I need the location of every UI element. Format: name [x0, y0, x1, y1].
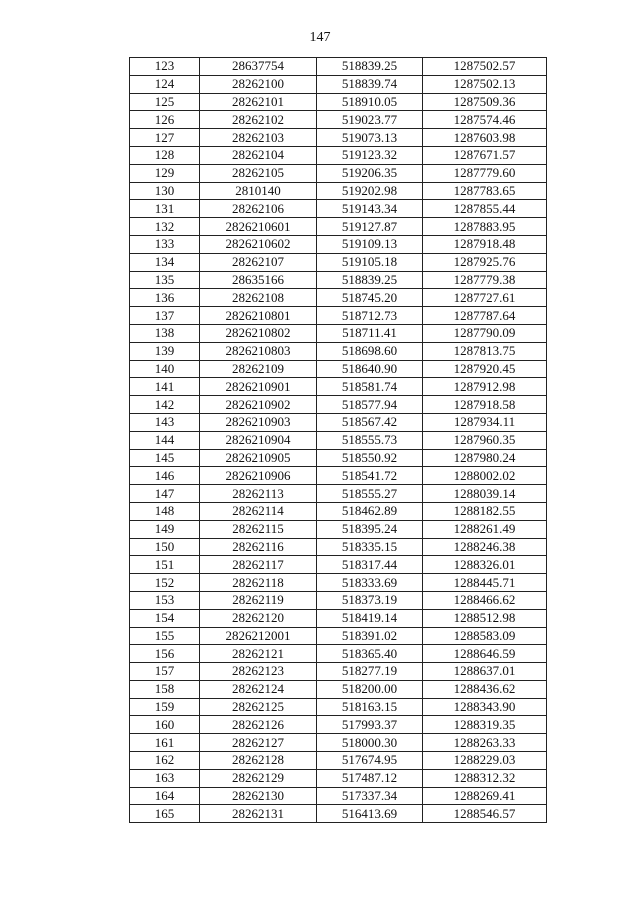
y-coordinate-cell: 1287671.57 [423, 146, 547, 164]
row-number-cell: 133 [130, 235, 200, 253]
row-number-cell: 161 [130, 734, 200, 752]
point-id-cell: 28262119 [200, 591, 317, 609]
x-coordinate-cell: 519073.13 [317, 129, 423, 147]
point-id-cell: 2826210903 [200, 413, 317, 431]
table-row [130, 413, 547, 431]
table-row [130, 769, 547, 787]
y-coordinate-cell: 1287813.75 [423, 342, 547, 360]
y-coordinate-cell: 1287502.57 [423, 58, 547, 76]
y-coordinate-cell: 1288002.02 [423, 467, 547, 485]
table-row [130, 182, 547, 200]
x-coordinate-cell: 519143.34 [317, 200, 423, 218]
point-id-cell: 28635166 [200, 271, 317, 289]
x-coordinate-cell: 518839.25 [317, 271, 423, 289]
y-coordinate-cell: 1287925.76 [423, 253, 547, 271]
y-coordinate-cell: 1288445.71 [423, 574, 547, 592]
y-coordinate-cell: 1287787.64 [423, 307, 547, 325]
point-id-cell: 28262104 [200, 146, 317, 164]
y-coordinate-cell: 1288312.32 [423, 769, 547, 787]
point-id-cell: 28262108 [200, 289, 317, 307]
table-row [130, 609, 547, 627]
table-row [130, 218, 547, 236]
table-row [130, 431, 547, 449]
point-id-cell: 28262125 [200, 698, 317, 716]
x-coordinate-cell: 519206.35 [317, 164, 423, 182]
y-coordinate-cell: 1288246.38 [423, 538, 547, 556]
y-coordinate-cell: 1287603.98 [423, 129, 547, 147]
x-coordinate-cell: 519123.32 [317, 146, 423, 164]
x-coordinate-cell: 518640.90 [317, 360, 423, 378]
x-coordinate-cell: 518839.74 [317, 75, 423, 93]
row-number-cell: 147 [130, 485, 200, 503]
row-number-cell: 163 [130, 769, 200, 787]
row-number-cell: 131 [130, 200, 200, 218]
row-number-cell: 158 [130, 680, 200, 698]
table-row [130, 752, 547, 770]
table-row [130, 520, 547, 538]
x-coordinate-cell: 518317.44 [317, 556, 423, 574]
x-coordinate-cell: 518373.19 [317, 591, 423, 609]
table-row [130, 58, 547, 76]
point-id-cell: 28262107 [200, 253, 317, 271]
y-coordinate-cell: 1287918.58 [423, 396, 547, 414]
point-id-cell: 2826210601 [200, 218, 317, 236]
point-id-cell: 2810140 [200, 182, 317, 200]
y-coordinate-cell: 1287855.44 [423, 200, 547, 218]
table-row [130, 467, 547, 485]
x-coordinate-cell: 518698.60 [317, 342, 423, 360]
x-coordinate-cell: 518419.14 [317, 609, 423, 627]
point-id-cell: 28262127 [200, 734, 317, 752]
table-row [130, 538, 547, 556]
y-coordinate-cell: 1287918.48 [423, 235, 547, 253]
y-coordinate-cell: 1287509.36 [423, 93, 547, 111]
coordinates-table [129, 57, 547, 823]
y-coordinate-cell: 1288229.03 [423, 752, 547, 770]
x-coordinate-cell: 517993.37 [317, 716, 423, 734]
x-coordinate-cell: 518395.24 [317, 520, 423, 538]
x-coordinate-cell: 518711.41 [317, 324, 423, 342]
table-row [130, 235, 547, 253]
table-row [130, 449, 547, 467]
table-row [130, 556, 547, 574]
y-coordinate-cell: 1288343.90 [423, 698, 547, 716]
y-coordinate-cell: 1287934.11 [423, 413, 547, 431]
table-row [130, 307, 547, 325]
x-coordinate-cell: 518333.69 [317, 574, 423, 592]
x-coordinate-cell: 518277.19 [317, 663, 423, 681]
table-row [130, 111, 547, 129]
y-coordinate-cell: 1288512.98 [423, 609, 547, 627]
point-id-cell: 28262130 [200, 787, 317, 805]
x-coordinate-cell: 518555.27 [317, 485, 423, 503]
table-row [130, 485, 547, 503]
point-id-cell: 28262109 [200, 360, 317, 378]
table-row [130, 253, 547, 271]
point-id-cell: 28262126 [200, 716, 317, 734]
point-id-cell: 28262113 [200, 485, 317, 503]
row-number-cell: 162 [130, 752, 200, 770]
table-row [130, 396, 547, 414]
y-coordinate-cell: 1288436.62 [423, 680, 547, 698]
table-row [130, 289, 547, 307]
row-number-cell: 156 [130, 645, 200, 663]
x-coordinate-cell: 517337.34 [317, 787, 423, 805]
y-coordinate-cell: 1288583.09 [423, 627, 547, 645]
row-number-cell: 150 [130, 538, 200, 556]
y-coordinate-cell: 1288261.49 [423, 520, 547, 538]
table-row [130, 75, 547, 93]
point-id-cell: 28262106 [200, 200, 317, 218]
y-coordinate-cell: 1287912.98 [423, 378, 547, 396]
x-coordinate-cell: 518567.42 [317, 413, 423, 431]
table-row [130, 502, 547, 520]
x-coordinate-cell: 518581.74 [317, 378, 423, 396]
point-id-cell: 28262120 [200, 609, 317, 627]
row-number-cell: 160 [130, 716, 200, 734]
point-id-cell: 2826210802 [200, 324, 317, 342]
row-number-cell: 154 [130, 609, 200, 627]
row-number-cell: 129 [130, 164, 200, 182]
y-coordinate-cell: 1288269.41 [423, 787, 547, 805]
row-number-cell: 153 [130, 591, 200, 609]
x-coordinate-cell: 518745.20 [317, 289, 423, 307]
row-number-cell: 157 [130, 663, 200, 681]
table-row [130, 164, 547, 182]
table-row [130, 129, 547, 147]
row-number-cell: 155 [130, 627, 200, 645]
y-coordinate-cell: 1287790.09 [423, 324, 547, 342]
row-number-cell: 140 [130, 360, 200, 378]
x-coordinate-cell: 519105.18 [317, 253, 423, 271]
point-id-cell: 2826210801 [200, 307, 317, 325]
row-number-cell: 143 [130, 413, 200, 431]
point-id-cell: 28262114 [200, 502, 317, 520]
row-number-cell: 159 [130, 698, 200, 716]
table-row [130, 591, 547, 609]
y-coordinate-cell: 1288546.57 [423, 805, 547, 823]
row-number-cell: 136 [130, 289, 200, 307]
x-coordinate-cell: 516413.69 [317, 805, 423, 823]
table-row [130, 716, 547, 734]
point-id-cell: 2826210905 [200, 449, 317, 467]
y-coordinate-cell: 1288319.35 [423, 716, 547, 734]
row-number-cell: 125 [130, 93, 200, 111]
x-coordinate-cell: 518541.72 [317, 467, 423, 485]
table-row [130, 680, 547, 698]
y-coordinate-cell: 1288637.01 [423, 663, 547, 681]
x-coordinate-cell: 518550.92 [317, 449, 423, 467]
point-id-cell: 2826210902 [200, 396, 317, 414]
table-row [130, 360, 547, 378]
x-coordinate-cell: 518365.40 [317, 645, 423, 663]
table-row [130, 574, 547, 592]
row-number-cell: 137 [130, 307, 200, 325]
y-coordinate-cell: 1287502.13 [423, 75, 547, 93]
x-coordinate-cell: 518391.02 [317, 627, 423, 645]
point-id-cell: 2826210803 [200, 342, 317, 360]
point-id-cell: 28262102 [200, 111, 317, 129]
x-coordinate-cell: 518910.05 [317, 93, 423, 111]
table-row [130, 271, 547, 289]
y-coordinate-cell: 1287783.65 [423, 182, 547, 200]
x-coordinate-cell: 519127.87 [317, 218, 423, 236]
point-id-cell: 28262117 [200, 556, 317, 574]
y-coordinate-cell: 1287920.45 [423, 360, 547, 378]
row-number-cell: 165 [130, 805, 200, 823]
row-number-cell: 138 [130, 324, 200, 342]
coordinates-table-body [130, 58, 547, 823]
row-number-cell: 134 [130, 253, 200, 271]
row-number-cell: 148 [130, 502, 200, 520]
y-coordinate-cell: 1287574.46 [423, 111, 547, 129]
table-row [130, 200, 547, 218]
point-id-cell: 2826212001 [200, 627, 317, 645]
table-row [130, 645, 547, 663]
point-id-cell: 28262103 [200, 129, 317, 147]
point-id-cell: 2826210602 [200, 235, 317, 253]
point-id-cell: 28262116 [200, 538, 317, 556]
row-number-cell: 164 [130, 787, 200, 805]
table-row [130, 734, 547, 752]
point-id-cell: 28262121 [200, 645, 317, 663]
point-id-cell: 28262128 [200, 752, 317, 770]
point-id-cell: 28262131 [200, 805, 317, 823]
table-row [130, 627, 547, 645]
row-number-cell: 127 [130, 129, 200, 147]
row-number-cell: 145 [130, 449, 200, 467]
point-id-cell: 28262105 [200, 164, 317, 182]
point-id-cell: 28262101 [200, 93, 317, 111]
x-coordinate-cell: 518163.15 [317, 698, 423, 716]
row-number-cell: 130 [130, 182, 200, 200]
x-coordinate-cell: 517487.12 [317, 769, 423, 787]
row-number-cell: 124 [130, 75, 200, 93]
point-id-cell: 28262123 [200, 663, 317, 681]
point-id-cell: 28637754 [200, 58, 317, 76]
x-coordinate-cell: 519023.77 [317, 111, 423, 129]
x-coordinate-cell: 518577.94 [317, 396, 423, 414]
table-row [130, 378, 547, 396]
point-id-cell: 2826210904 [200, 431, 317, 449]
point-id-cell: 28262100 [200, 75, 317, 93]
x-coordinate-cell: 518335.15 [317, 538, 423, 556]
row-number-cell: 132 [130, 218, 200, 236]
x-coordinate-cell: 518839.25 [317, 58, 423, 76]
row-number-cell: 139 [130, 342, 200, 360]
row-number-cell: 126 [130, 111, 200, 129]
row-number-cell: 128 [130, 146, 200, 164]
y-coordinate-cell: 1288466.62 [423, 591, 547, 609]
x-coordinate-cell: 518462.89 [317, 502, 423, 520]
point-id-cell: 28262118 [200, 574, 317, 592]
y-coordinate-cell: 1287960.35 [423, 431, 547, 449]
table-row [130, 698, 547, 716]
y-coordinate-cell: 1288326.01 [423, 556, 547, 574]
x-coordinate-cell: 518200.00 [317, 680, 423, 698]
row-number-cell: 149 [130, 520, 200, 538]
x-coordinate-cell: 518712.73 [317, 307, 423, 325]
row-number-cell: 141 [130, 378, 200, 396]
point-id-cell: 2826210906 [200, 467, 317, 485]
y-coordinate-cell: 1288182.55 [423, 502, 547, 520]
row-number-cell: 144 [130, 431, 200, 449]
row-number-cell: 151 [130, 556, 200, 574]
table-row [130, 146, 547, 164]
point-id-cell: 28262115 [200, 520, 317, 538]
row-number-cell: 142 [130, 396, 200, 414]
x-coordinate-cell: 518555.73 [317, 431, 423, 449]
x-coordinate-cell: 518000.30 [317, 734, 423, 752]
point-id-cell: 28262129 [200, 769, 317, 787]
table-row [130, 324, 547, 342]
point-id-cell: 2826210901 [200, 378, 317, 396]
row-number-cell: 146 [130, 467, 200, 485]
y-coordinate-cell: 1287779.38 [423, 271, 547, 289]
x-coordinate-cell: 519202.98 [317, 182, 423, 200]
x-coordinate-cell: 519109.13 [317, 235, 423, 253]
table-row [130, 663, 547, 681]
page-number: 147 [309, 30, 331, 45]
y-coordinate-cell: 1287727.61 [423, 289, 547, 307]
table-row [130, 342, 547, 360]
x-coordinate-cell: 517674.95 [317, 752, 423, 770]
y-coordinate-cell: 1288263.33 [423, 734, 547, 752]
table-row [130, 805, 547, 823]
point-id-cell: 28262124 [200, 680, 317, 698]
row-number-cell: 152 [130, 574, 200, 592]
y-coordinate-cell: 1287883.95 [423, 218, 547, 236]
y-coordinate-cell: 1287980.24 [423, 449, 547, 467]
y-coordinate-cell: 1288646.59 [423, 645, 547, 663]
table-row [130, 93, 547, 111]
y-coordinate-cell: 1287779.60 [423, 164, 547, 182]
row-number-cell: 135 [130, 271, 200, 289]
row-number-cell: 123 [130, 58, 200, 76]
table-row [130, 787, 547, 805]
y-coordinate-cell: 1288039.14 [423, 485, 547, 503]
